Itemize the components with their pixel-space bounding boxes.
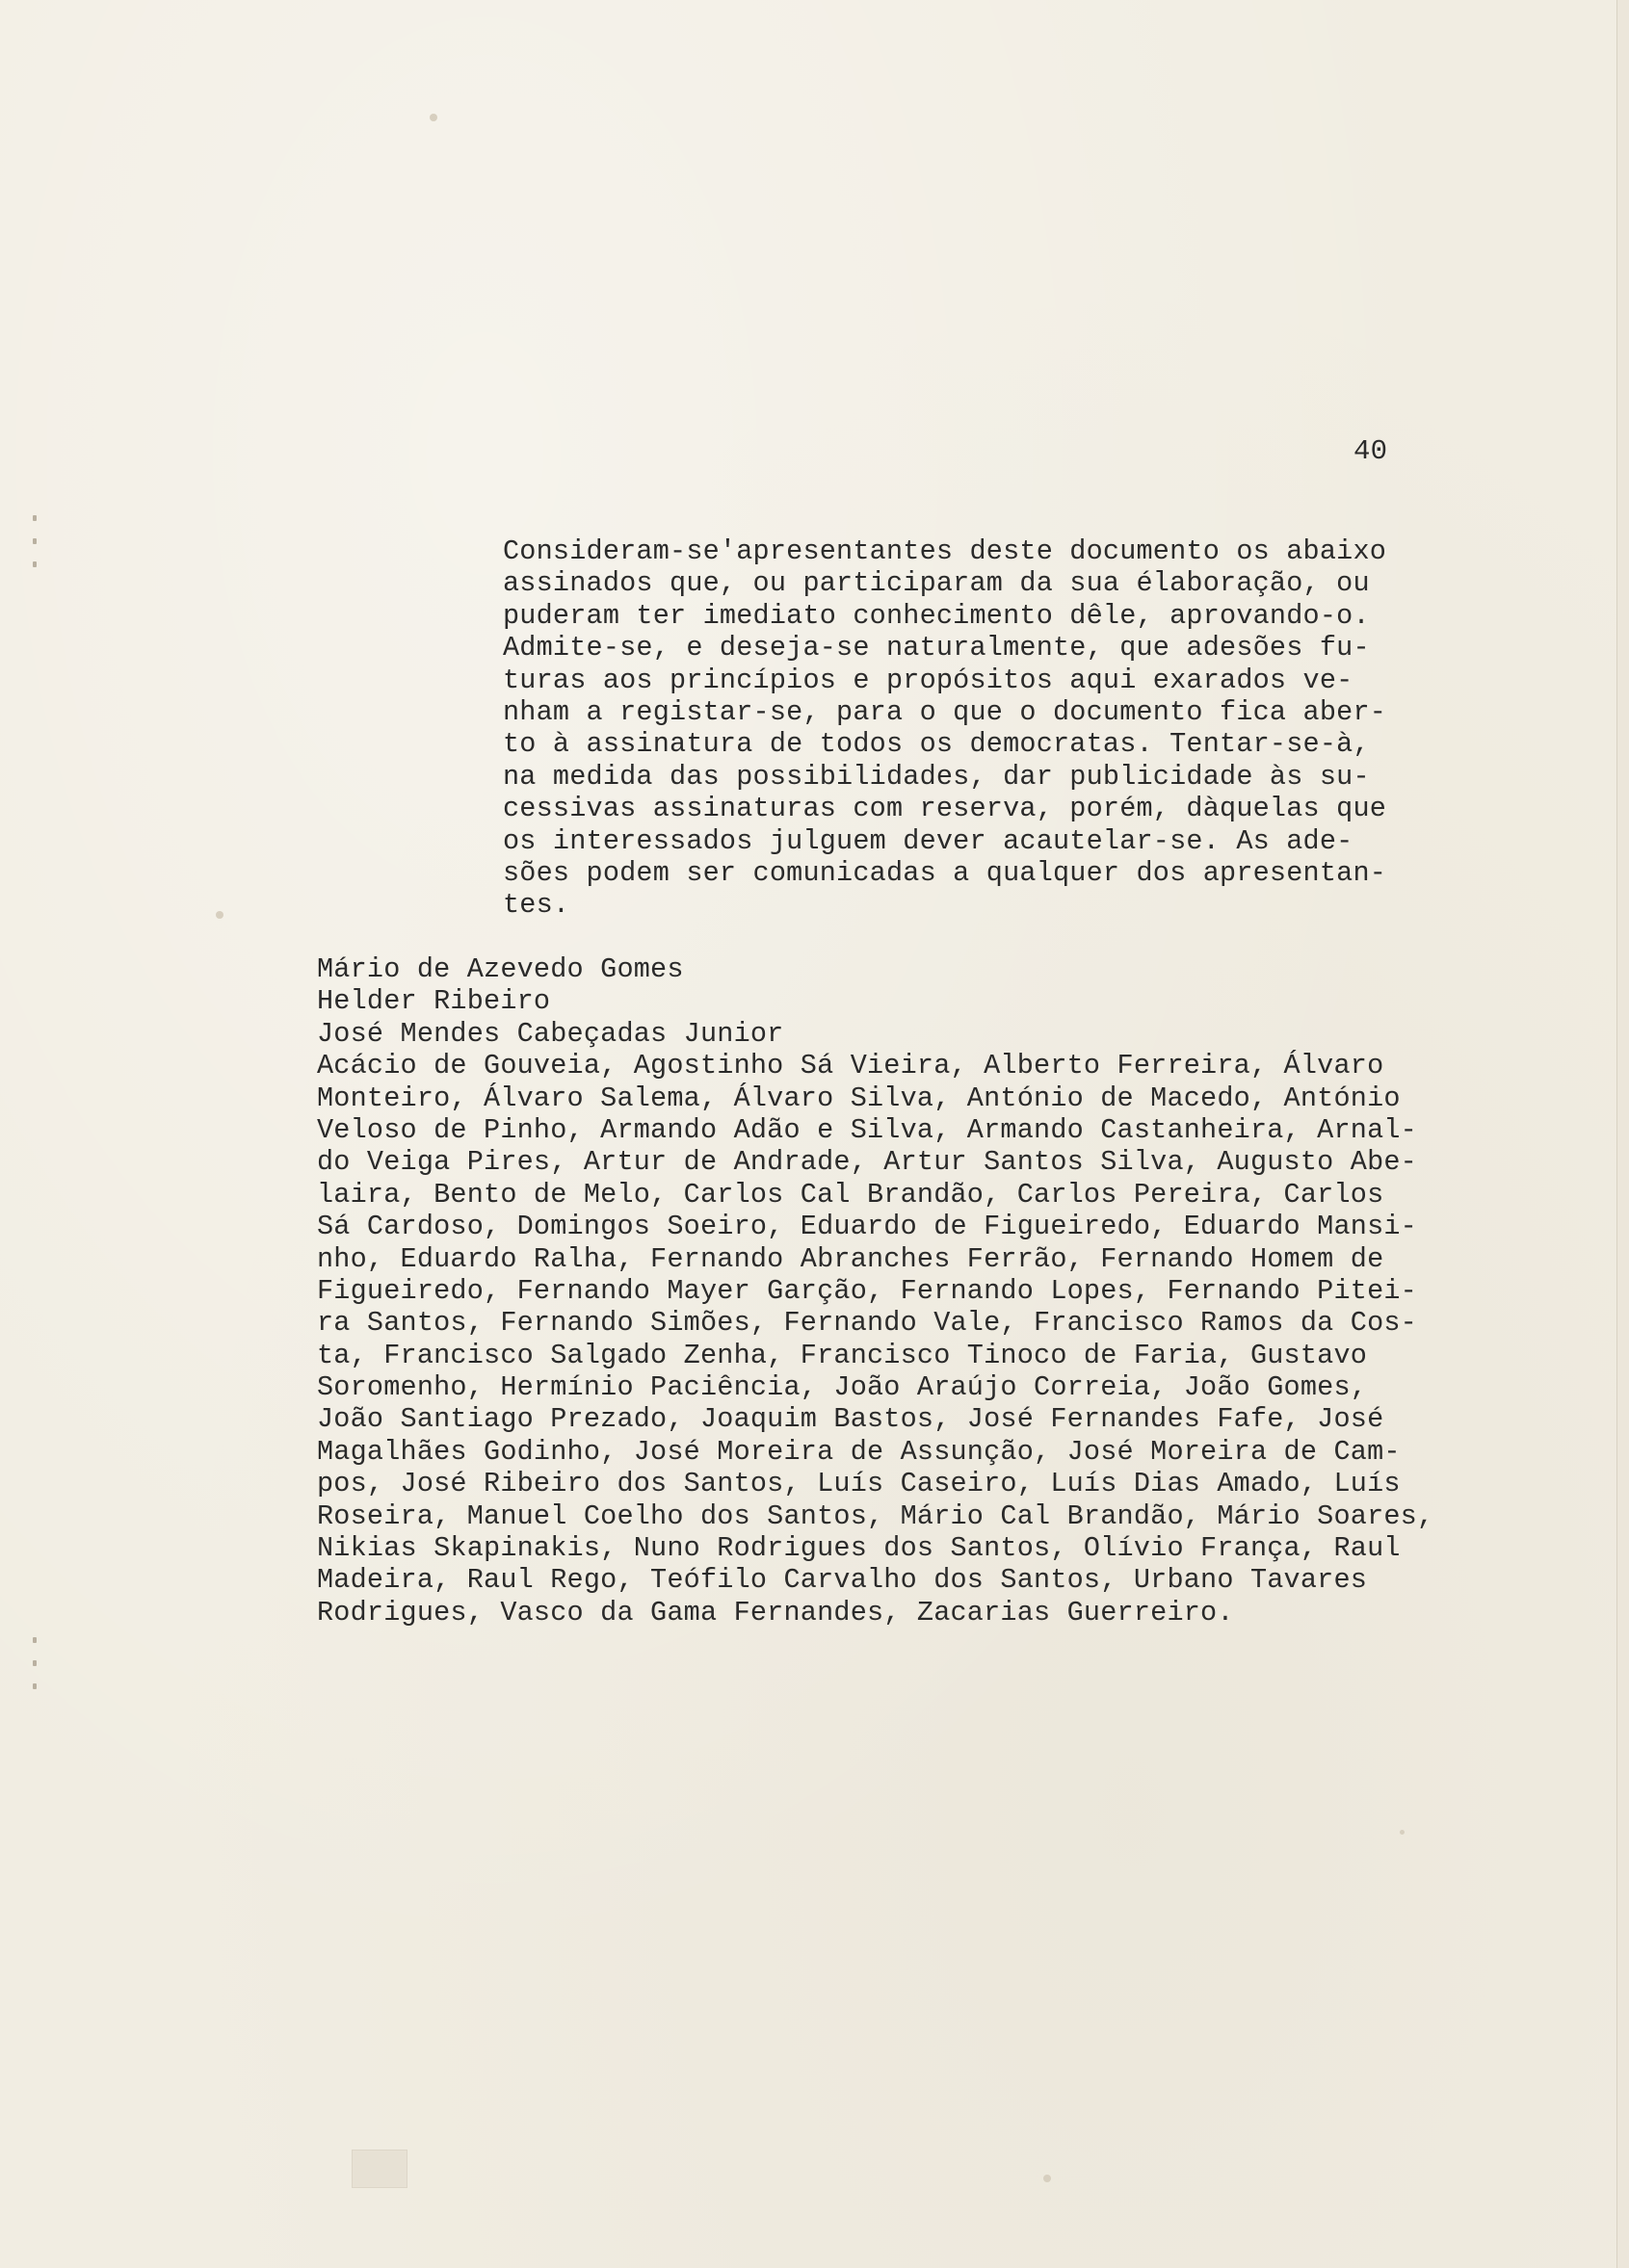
paper-speck <box>1043 2175 1051 2182</box>
signatory-line: Monteiro, Álvaro Salema, Álvaro Silva, António de Macedo, António <box>317 1082 1401 1114</box>
paper-speck <box>216 911 223 919</box>
signatory-line: Rodrigues, Vasco da Gama Fernandes, Zacarias Guerreiro. <box>317 1596 1234 1629</box>
paper-speck <box>1400 1830 1405 1835</box>
paragraph-line: Admite-se, e deseja-se naturalmente, que adesões fu- <box>503 632 1370 665</box>
signatory-line: ta, Francisco Salgado Zenha, Francisco Tinoco de Faria, Gustavo <box>317 1339 1368 1371</box>
signatory-line: Acácio de Gouveia, Agostinho Sá Vieira, Alberto Ferreira, Álvaro <box>317 1050 1384 1082</box>
left-margin-marks-lower <box>29 1637 40 1707</box>
signatory-line: Veloso de Pinho, Armando Adão e Silva, Armando Castanheira, Arnal- <box>317 1113 1417 1146</box>
paragraph-line: tes. <box>503 889 570 922</box>
signatory-line: Magalhães Godinho, José Moreira de Assunção, José Moreira de Cam- <box>317 1435 1401 1468</box>
signatory-line: José Mendes Cabeçadas Junior <box>317 1017 784 1050</box>
signatory-line: pos, José Ribeiro dos Santos, Luís Caseiro, Luís Dias Amado, Luís <box>317 1468 1401 1500</box>
signatory-line: do Veiga Pires, Artur de Andrade, Artur Santos Silva, Augusto Abe- <box>317 1146 1417 1179</box>
signatory-line: Sá Cardoso, Domingos Soeiro, Eduardo de Figueiredo, Eduardo Mansi- <box>317 1211 1417 1243</box>
archive-stamp <box>352 2150 407 2188</box>
signatory-line: João Santiago Prezado, Joaquim Bastos, José Fernandes Fafe, José <box>317 1403 1384 1436</box>
paragraph-line: to à assinatura de todos os democratas. Tentar-se-à, <box>503 728 1370 761</box>
paper-speck <box>430 114 437 121</box>
paragraph-line: na medida das possibilidades, dar publicidade às su- <box>503 760 1370 793</box>
paragraph-line: puderam ter imediato conhecimento dêle, aprovando-o. <box>503 599 1370 632</box>
paragraph-line: sões podem ser comunicadas a qualquer dos apresentan- <box>503 856 1387 889</box>
signatory-line: Nikias Skapinakis, Nuno Rodrigues dos Santos, Olívio França, Raul <box>317 1532 1401 1565</box>
paragraph-line: turas aos princípios e propósitos aqui exarados ve- <box>503 664 1353 696</box>
left-margin-marks <box>29 515 40 585</box>
signatory-line: Mário de Azevedo Gomes <box>317 953 684 985</box>
intro-paragraph <box>503 535 1428 922</box>
signatory-line: Figueiredo, Fernando Mayer Garção, Fernando Lopes, Fernando Pitei- <box>317 1274 1417 1307</box>
paragraph-line: nham a registar-se, para o que o documento fica aber- <box>503 695 1387 728</box>
paragraph-line: assinados que, ou participaram da sua élaboração, ou <box>503 567 1370 600</box>
paragraph-line: Consideram-se'apresentantes deste documento os abaixo <box>503 535 1387 567</box>
signatory-line: Helder Ribeiro <box>317 985 551 1018</box>
page-number: 40 <box>1353 435 1388 467</box>
signatory-line: Soromenho, Hermínio Paciência, João Araújo Correia, João Gomes, <box>317 1371 1368 1404</box>
paragraph-line: cessivas assinaturas com reserva, porém, dàquelas que <box>503 793 1387 825</box>
signatory-line: Roseira, Manuel Coelho dos Santos, Mário Cal Brandão, Mário Soares, <box>317 1499 1434 1532</box>
signatories-list <box>317 953 1473 1629</box>
signatory-line: Madeira, Raul Rego, Teófilo Carvalho dos Santos, Urbano Tavares <box>317 1564 1368 1597</box>
paragraph-line: os interessados julguem dever acautelar-se. As ade- <box>503 824 1353 857</box>
signatory-line: ra Santos, Fernando Simões, Fernando Vale, Francisco Ramos da Cos- <box>317 1307 1417 1340</box>
signatory-line: nho, Eduardo Ralha, Fernando Abranches Ferrão, Fernando Homem de <box>317 1242 1384 1275</box>
signatory-line: laira, Bento de Melo, Carlos Cal Brandão, Carlos Pereira, Carlos <box>317 1178 1384 1211</box>
